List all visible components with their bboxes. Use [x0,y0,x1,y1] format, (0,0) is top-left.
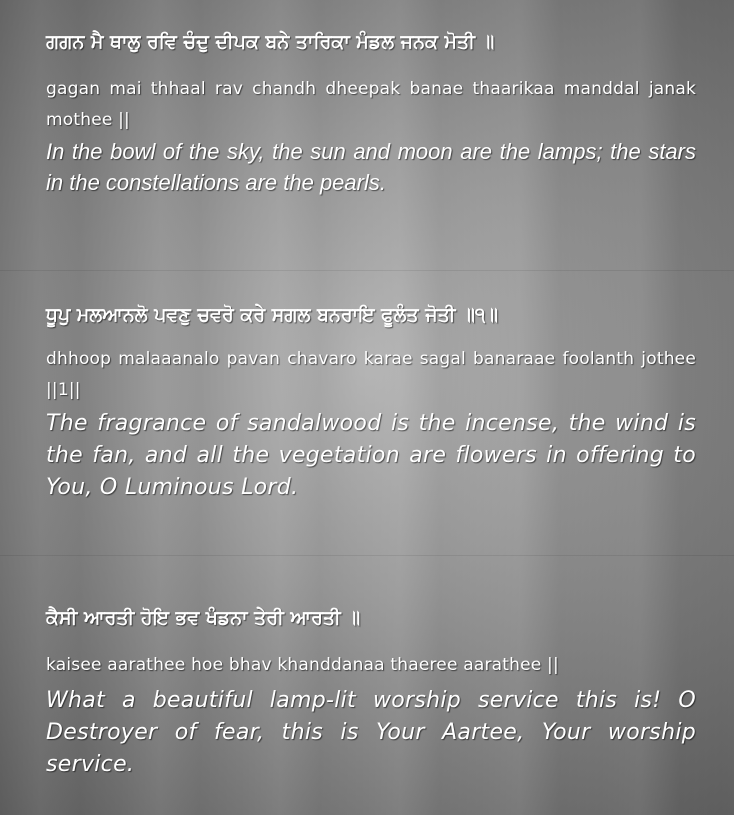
gurmukhi-line: ਕੈਸੀ ਆਰਤੀ ਹੋਇ ਭਵ ਖੰਡਨਾ ਤੇਰੀ ਆਰਤੀ ॥ [46,607,361,629]
background-divider [0,270,734,271]
gurmukhi-line: ਧੂਪੁ ਮਲਆਨਲੋ ਪਵਣੁ ਚਵਰੋ ਕਰੇ ਸਗਲ ਬਨਰਾਇ ਫੂਲੰਤ ਜੋਤੀ ॥੧॥ [46,304,499,326]
gurmukhi-line: ਗਗਨ ਮੈ ਥਾਲੁ ਰਵਿ ਚੰਦੁ ਦੀਪਕ ਬਨੇ ਤਾਰਿਕਾ ਮੰਡਲ ਜਨਕ ਮੋਤੀ ॥ [46,31,495,53]
stanza-3 [46,606,696,781]
stanza-1 [46,30,696,198]
translation-line: In the bowl of the sky, the sun and moon are the lamps; the stars in the constellations are the pearls. [46,139,696,195]
stanza-2 [46,303,696,504]
translation-line: What a beautiful lamp-lit worship service this is! O Destroyer of fear, this is Your Aartee, Your worship service. [46,688,696,777]
background-divider [0,555,734,556]
transliteration-line: gagan mai thhaal rav chandh dheepak banae thaarikaa manddal janak mothee || [46,79,696,130]
transliteration-line: dhhoop malaaanalo pavan chavaro karae sagal banaraae foolanth jothee ||1|| [46,349,696,400]
translation-line: The fragrance of sandalwood is the incense, the wind is the fan, and all the vegetation are flowers in offering to You, O Luminous Lord. [46,411,696,500]
transliteration-line: kaisee aarathee hoe bhav khanddanaa thaeree aarathee || [46,655,559,675]
